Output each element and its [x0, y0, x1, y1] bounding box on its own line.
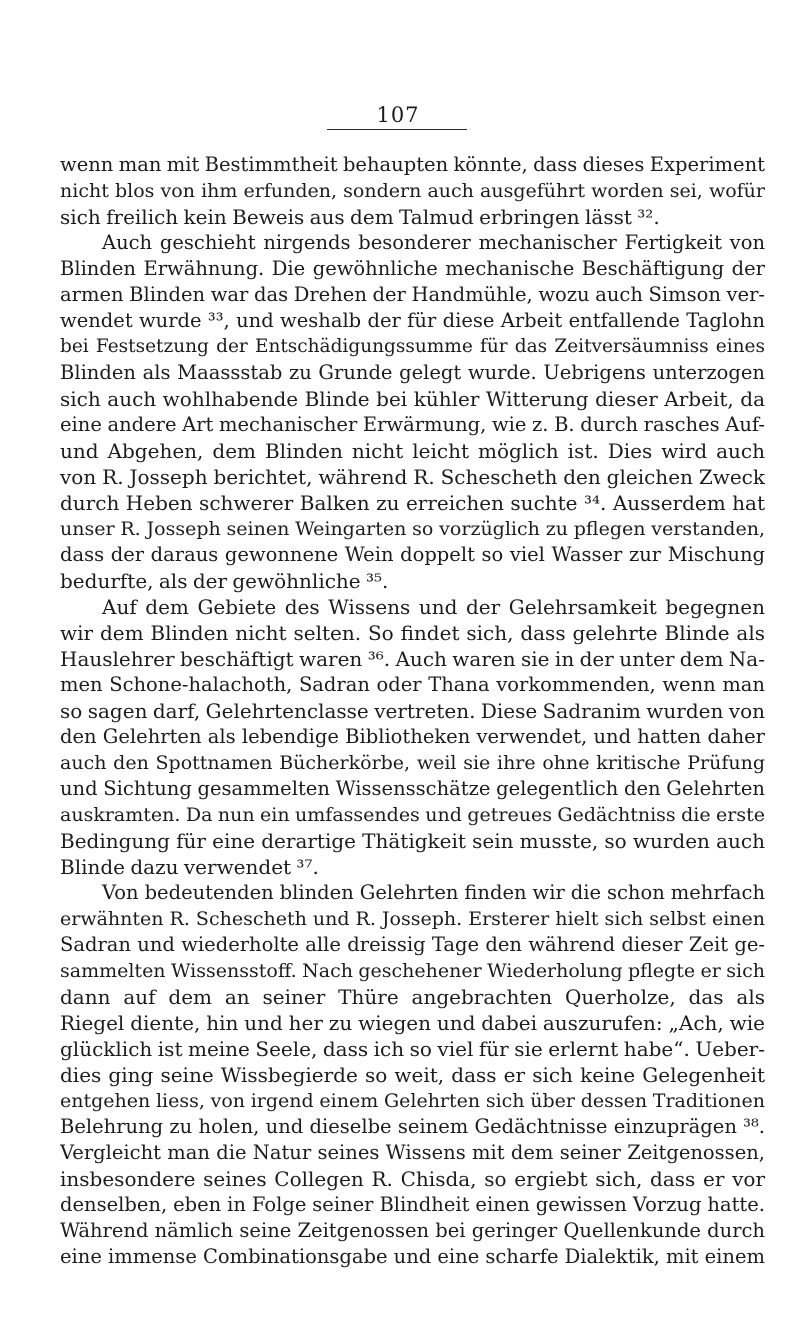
text-line: den Gelehrten als lebendige Bibliotheken verwendet, und hatten daher [60, 725, 765, 748]
text-line: von R. Josseph berichtet, während R. Schescheth den gleichen Zweck [60, 465, 765, 489]
text-line: bei Festsetzung der Entschädigungssumme für das Zeitversäumniss eines [60, 336, 765, 357]
text-line: und Sichtung gesammelten Wissensschätze gelegentlich den Gelehrten [60, 777, 765, 800]
text-line: insbesondere seines Collegen R. Chisda, so ergiebt sich, dass er vor [60, 1167, 765, 1191]
page-number: 107 [376, 103, 420, 127]
text-line: auskramten. Da nun ein umfassendes und getreues Gedächtniss die erste [60, 804, 765, 826]
text-line: wendet wurde ³³, und weshalb der für diese Arbeit entfallende Taglohn [60, 309, 765, 332]
text-line: nicht blos von ihm erfunden, sondern auch ausgeführt worden sei, wofür [60, 180, 765, 202]
text-line: Vergleicht man die Natur seines Wissens mit dem seiner Zeitgenossen, [60, 1141, 765, 1164]
text-line: men Schone-halachoth, Sadran oder Thana vorkommenden, wenn man [60, 673, 765, 696]
page-number-rule [327, 129, 467, 130]
text-line: dies ging seine Wissbegierde so weit, dass er sich keine Gelegenheit [60, 1063, 765, 1087]
body-text [60, 152, 765, 1270]
text-line: Blinde dazu verwendet ³⁷. [60, 855, 319, 879]
text-line: eine immense Combinationsgabe und eine scharfe Dialektik, mit einem [60, 1245, 765, 1268]
text-line: glücklich ist meine Seele, dass ich so viel für sie erlernt habe“. Ueber- [60, 1037, 765, 1061]
text-line: eine andere Art mechanischer Erwärmung, wie z. B. durch rasches Auf- [60, 413, 765, 436]
text-line: Während nämlich seine Zeitgenossen bei geringer Quellenkunde durch [60, 1219, 765, 1242]
text-line: wenn man mit Bestimmtheit behaupten könnte, dass dieses Experiment [60, 153, 765, 176]
paragraph-start-line: Auf dem Gebiete des Wissens und der Gelehrsamkeit begegnen [102, 595, 765, 619]
text-line: unser R. Josseph seinen Weingarten so vorzüglich zu pflegen verstanden, [60, 518, 765, 540]
text-line: sich freilich kein Beweis aus dem Talmud erbringen lässt ³². [60, 205, 660, 229]
text-line: dass der daraus gewonnene Wein doppelt so viel Wasser zur Mischung [60, 543, 765, 566]
text-line: Riegel diente, hin und her zu wiegen und dabei auszurufen: „Ach, wie [60, 1011, 765, 1035]
text-line: bedurfte, als der gewöhnliche ³⁵. [60, 569, 389, 593]
text-line: Blinden Erwähnung. Die gewöhnliche mechanische Beschäftigung der [60, 257, 765, 280]
text-line: Bedingung für eine derartige Thätigkeit sein musste, so wurden auch [60, 829, 765, 853]
text-line: und Abgehen, dem Blinden nicht leicht möglich ist. Dies wird auch [60, 439, 765, 463]
text-line: dann auf dem an seiner Thüre angebrachten Querholze, das als [60, 985, 765, 1009]
text-line: denselben, eben in Folge seiner Blindheit einen gewissen Vorzug hatte. [60, 1193, 765, 1216]
text-line: Blinden als Maassstab zu Grunde gelegt wurde. Uebrigens unterzogen [60, 361, 765, 384]
text-line: Hauslehrer beschäftigt waren ³⁶. Auch waren sie in der unter dem Na- [60, 647, 765, 671]
text-line: so sagen darf, Gelehrtenclasse vertreten. Diese Sadranim wurden von [60, 699, 765, 723]
text-line: entgehen liess, von irgend einem Gelehrten sich über dessen Traditionen [60, 1090, 765, 1112]
text-line: Belehrung zu holen, und dieselbe seinem Gedächtnisse einzuprägen ³⁸. [60, 1115, 765, 1138]
text-line: armen Blinden war das Drehen der Handmühle, wozu auch Simson ver- [60, 283, 765, 306]
text-line: durch Heben schwerer Balken zu erreichen suchte ³⁴. Ausserdem hat [60, 491, 765, 515]
text-line: auch den Spottnamen Bücherkörbe, weil sie ihre ohne kritische Prüfung [60, 752, 765, 774]
paragraph-start-line: Auch geschieht nirgends besonderer mechanischer Fertigkeit von [102, 231, 765, 254]
text-line: sich auch wohlhabende Blinde bei kühler Witterung dieser Arbeit, da [60, 387, 765, 411]
text-line: sammelten Wissensstoff. Nach geschehener Wiederholung pflegte er sich [60, 960, 765, 982]
text-line: erwähnten R. Schescheth und R. Josseph. Ersterer hielt sich selbst einen [60, 908, 765, 930]
paragraph-start-line: Von bedeutenden blinden Gelehrten finden wir die schon mehrfach [102, 881, 765, 904]
text-line: wir dem Blinden nicht selten. So findet sich, dass gelehrte Blinde als [60, 621, 765, 645]
text-line: Sadran und wiederholte alle dreissig Tage den während dieser Zeit ge- [60, 933, 765, 956]
